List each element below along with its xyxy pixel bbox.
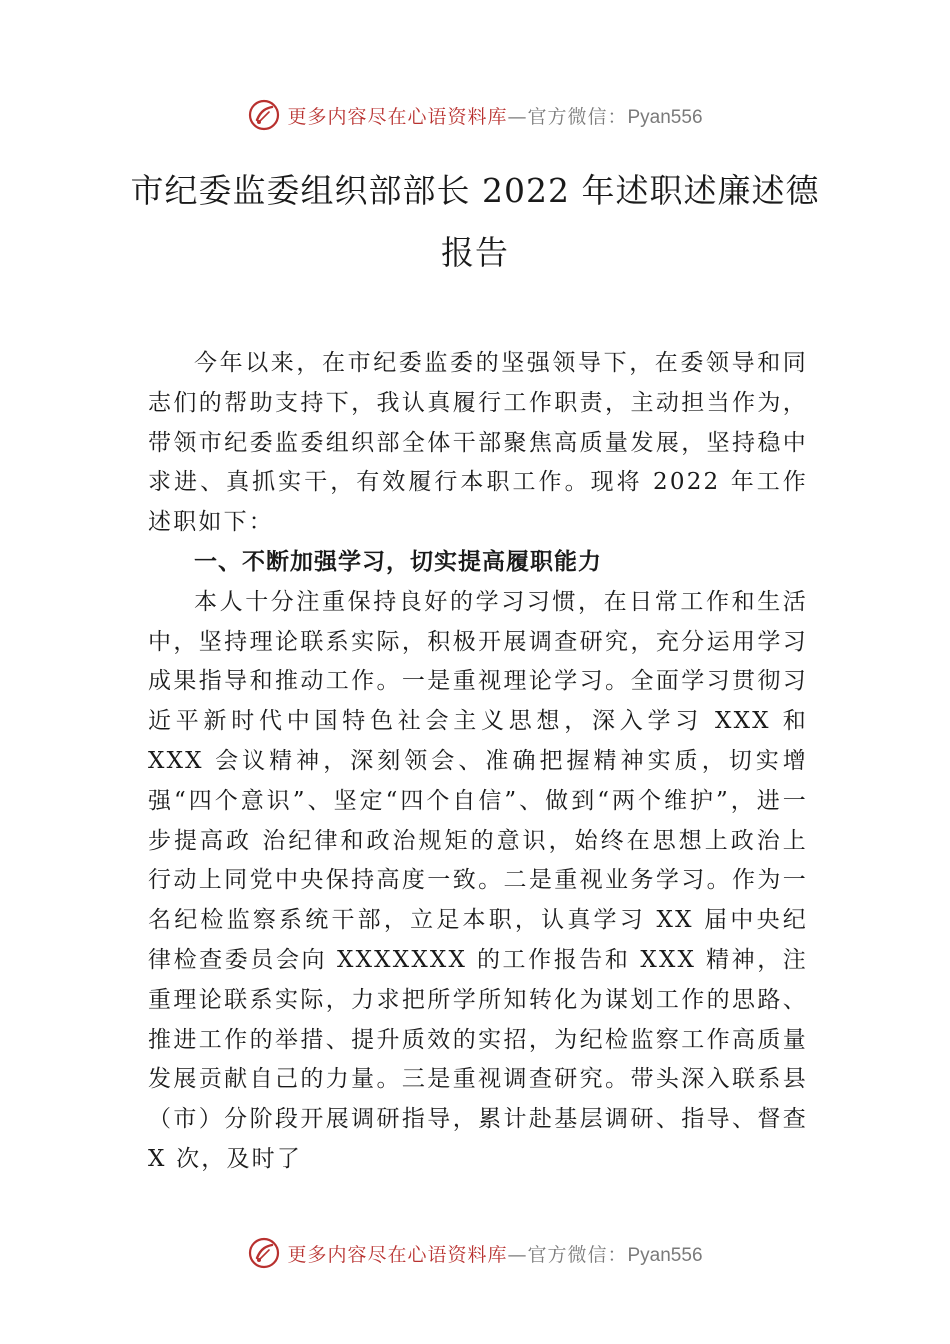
banner-wechat-id: Pyan556 [627,106,703,128]
intro-paragraph: 今年以来，在市纪委监委的坚强领导下，在委领导和同志们的帮助支持下，我认真履行工作职责，主动担当作为， 带领市纪委监委组织部全体干部聚焦高质量发展，坚持稳中求进、真抓实干，有效履行本职工作。现将 2022 年工作述职如下： [148,350,808,536]
banner-lead-text: 更多内容尽在心语资料库 [287,1243,508,1266]
banner-lead-text: 更多内容尽在心语资料库 [287,105,508,128]
pen-seal-logo-icon [247,1236,281,1270]
header-watermark-banner [0,95,950,135]
document-title: 市纪委监委组织部部长 2022 年述职述廉述德报告 [130,171,820,272]
section-heading: 一、不断加强学习，切实提高履职能力 [194,548,602,575]
footer-watermark-banner [0,1233,950,1273]
document-body [148,344,808,1180]
pen-seal-logo-icon [247,98,281,132]
banner-wechat-id: Pyan556 [627,1244,703,1266]
banner-tail-text: —官方微信： [507,105,628,128]
section-paragraph: 本人十分注重保持良好的学习习惯，在日常工作和生活中，坚持理论联系实际，积极开展调查研究，充分运用学习成果指导和推动工作。一是重视理论学习。全面学习贯彻习近平新时代中国特色社会主义思想，深入学习 XXX 和 XXX 会议精神，深刻领会、准确把握精神实质，切实增强“四个意识”、坚定“四个自信”、做到“两个维护”，进一步提高政 治纪律和政治规矩的意识，始终在思想上政治上行动上同党中央保持高度一致。二是重视业务学习。作为一名纪检监察系统干部，立足本职，认真学习 XX 届中央纪律检查委员会向 XXXXXXX 的工作报告和 XXX 精神，注重理论联系实际，力求把所学所知转化为谋划工作的思路、推进工作的举措、提升质效的实招，为纪检监察工作高质量发展贡献自己的力量。三是重视调查研究。带头深入联系县（市）分阶段开展调研指导，累计赴基层调研、指导、督查 X 次，及时了 [148,588,808,1172]
banner-tail-text: —官方微信： [507,1243,628,1266]
